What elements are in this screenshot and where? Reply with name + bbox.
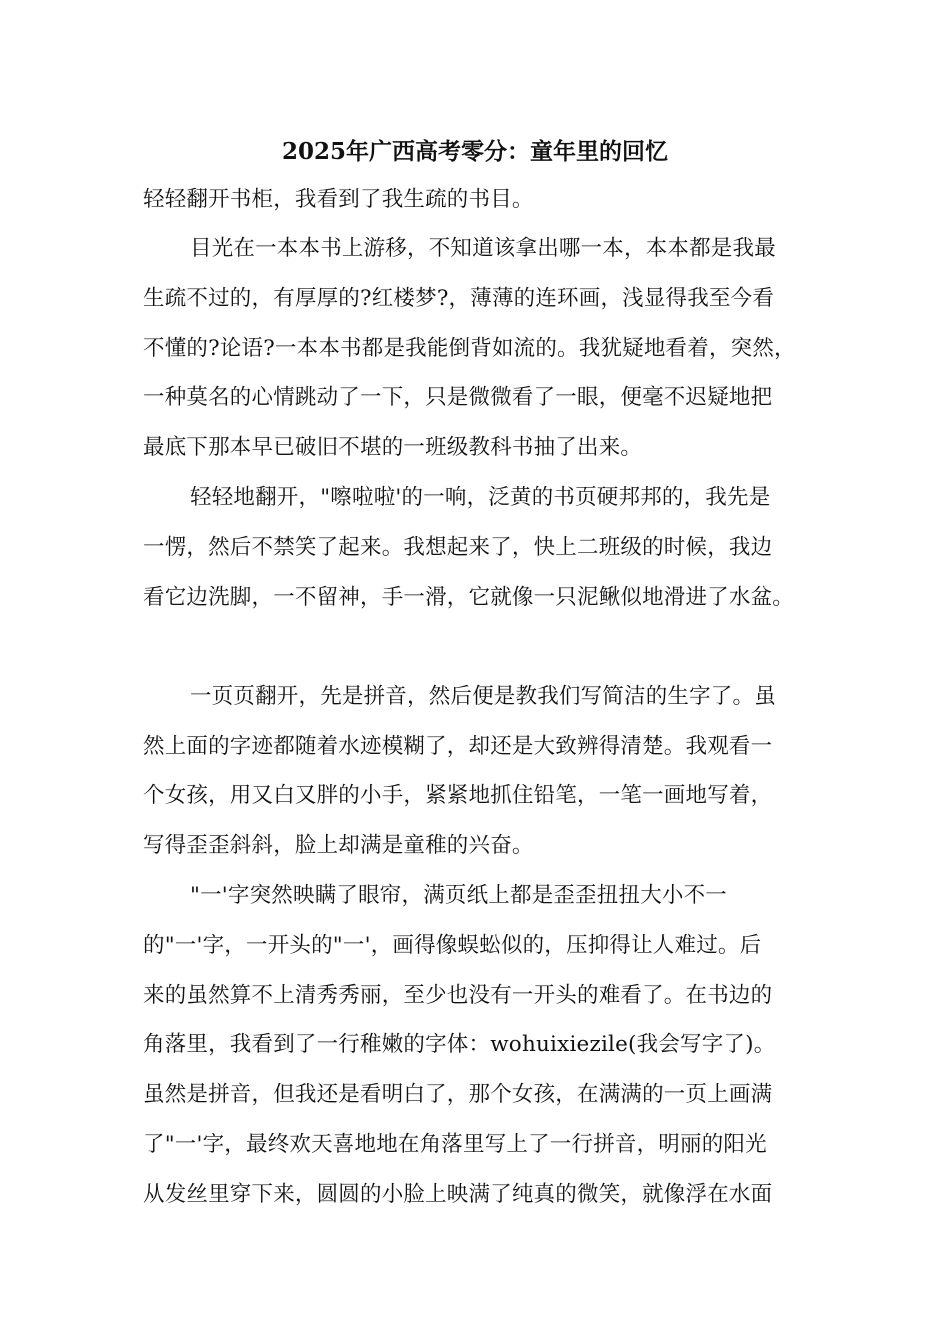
text-line: 轻轻翻开书柜，我看到了我生疏的书目。 [143,187,534,212]
text-line: 写得歪歪斜斜，脸上却满是童稚的兴奋。 [143,833,534,858]
document-title: 2025年广西高考零分：童年里的回忆 [281,138,668,165]
text-line: 然上面的字迹都随着水迹模糊了，却还是大致辨得清楚。我观看一 [143,734,773,759]
text-line: 个女孩，用又白又胖的小手，紧紧地抓住铅笔，一笔一画地写着， [143,783,773,808]
text-line: 从发丝里穿下来，圆圆的小脸上映满了纯真的微笑，就像浮在水面 [143,1182,773,1207]
text-line: 一页页翻开，先是拼音，然后便是教我们写简洁的生字了。虽 [190,684,776,709]
text-line: 角落里，我看到了一行稚嫩的字体：wohuixiezile(我会写字了)。 [143,1032,776,1057]
text-line: 目光在一本本书上游移，不知道该拿出哪一本，本本都是我最 [190,236,776,261]
text-line: 生疏不过的，有厚厚的?红楼梦?，薄薄的连环画，浅显得我至今看 [143,286,775,311]
text-line: 看它边洗脚，一不留神，手一滑，它就像一只泥鳅似地滑进了水盆。 [143,585,795,610]
text-line: 不懂的?论语?一本本书都是我能倒背如流的。我犹疑地看着，突然， [143,336,796,361]
text-line: 一愣，然后不禁笑了起来。我想起来了，快上二班级的时候，我边 [143,535,773,560]
text-line: 了"一'字，最终欢天喜地地在角落里写上了一行拼音，明丽的阳光 [143,1132,767,1157]
text-line: 一种莫名的心情跳动了一下，只是微微看了一眼，便毫不迟疑地把 [143,385,773,410]
text-line: 虽然是拼音，但我还是看明白了，那个女孩，在满满的一页上画满 [143,1082,773,1107]
text-line: 的"一'字，一开头的"一'，画得像蜈蚣似的，压抑得让人难过。后 [143,933,762,958]
text-line: 最底下那本早已破旧不堪的一班级教科书抽了出来。 [143,435,643,460]
text-line: "一'字突然映瞒了眼帘，满页纸上都是歪歪扭扭大小不一 [190,883,728,908]
text-line: 来的虽然算不上清秀秀丽，至少也没有一开头的难看了。在书边的 [143,983,773,1008]
text-line: 轻轻地翻开，"嚓啦啦'的一响，泛黄的书页硬邦邦的，我先是 [190,485,771,510]
